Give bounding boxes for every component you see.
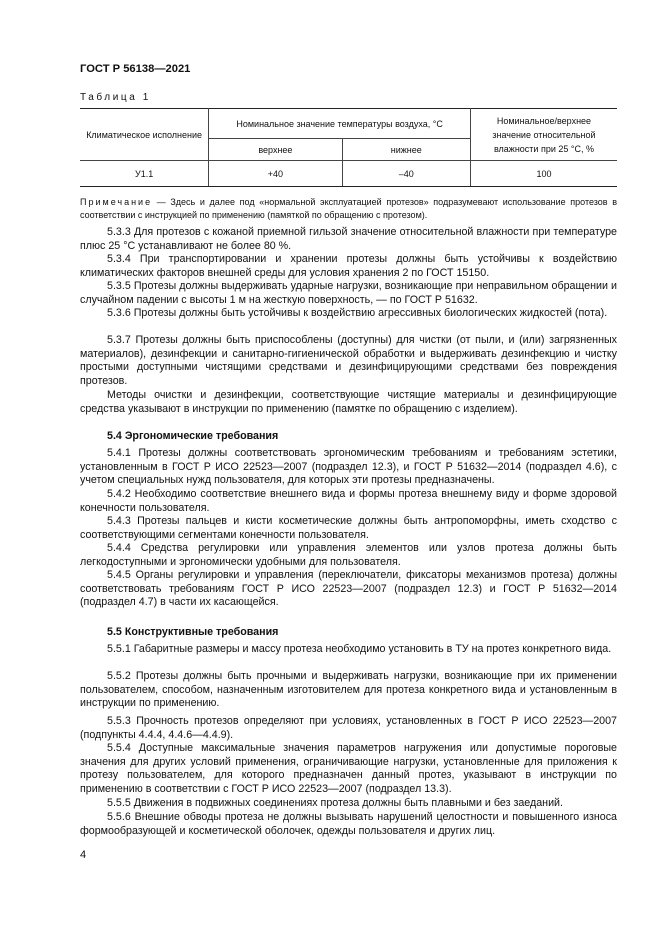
table-note (80, 196, 617, 221)
section-title-5-4: 5.4 Эргономические требования (107, 430, 279, 442)
cell-humidity: 100 (470, 161, 617, 187)
paragraph-5-5-5: 5.5.5 Движения в подвижных соединениях протеза должны быть плавными и без заеданий. (107, 797, 563, 809)
document-header: ГОСТ Р 56138—2021 (80, 63, 191, 75)
paragraph-5-4-2: 5.4.2 Необходимо соответствие внешнего вида и формы протеза внешнему виду и форме здоровой конечности пользователя. (80, 488, 617, 514)
paragraph-5-3-6: 5.3.6 Протезы должны быть устойчивы к воздействию агрессивных биологических жидкостей (пота). (107, 307, 608, 319)
col-climate-header: Климатическое исполнение (80, 109, 209, 161)
climate-table (80, 108, 617, 187)
col-temp-upper-header: верхнее (209, 139, 342, 161)
page-number: 4 (80, 849, 87, 861)
paragraph-5-5-1: 5.5.1 Габаритные размеры и массу протеза необходимо установить в ТУ на протез конкретного вида. (107, 643, 612, 655)
cell-temp-upper: +40 (209, 161, 342, 187)
paragraph-5-5-3: 5.5.3 Прочность протезов определяют при условиях, установленных в ГОСТ Р ИСО 22523—2007 (подпункты 4.4.4, 4.4.6—4.4.9). (80, 715, 617, 741)
table-caption: Таблица 1 (80, 92, 151, 103)
paragraph-5-4-3: 5.4.3 Протезы пальцев и кисти косметические должны быть антропоморфны, иметь сходство с соответствующими сегментами конечности пользователя. (80, 515, 617, 541)
section-title-5-5: 5.5 Конструктивные требования (107, 626, 279, 638)
col-temp-lower-header: нижнее (342, 139, 470, 161)
col-temperature-header: Номинальное значение температуры воздуха, °С (209, 109, 471, 139)
paragraph-5-3-3: 5.3.3 Для протезов с кожаной приемной гильзой значение относительной влажности при температуре плюс 25 °С устанавливают не более 80 %. (80, 226, 617, 252)
paragraph-5-5-4: 5.5.4 Доступные максимальные значения параметров нагружения или допустимые пороговые значения для других условий применения, ограничивающие нагрузки, установленные для приложения к протезу пользователем, для которого предназначен данный протез, указывают в инструкции по применению в соответствии с ГОСТ Р ИСО 22523—2007 (подраздел 13.3). (80, 742, 617, 795)
paragraph-5-3-5: 5.3.5 Протезы должны выдерживать ударные нагрузки, возникающие при неправильном обращении и случайном падении с высоты 1 м на жесткую поверхность, — по ГОСТ Р 51632. (80, 280, 617, 306)
paragraph-5-4-4: 5.4.4 Средства регулировки или управления элементов или узлов протеза должны быть легкодоступными и эргономически удобными для пользователя. (80, 542, 617, 568)
cell-temp-lower: –40 (342, 161, 470, 187)
paragraph-5-5-6: 5.5.6 Внешние обводы протеза не должны вызывать нарушений целостности и повышенного износа формообразующей и косметической оболочек, одежды пользователя и других лиц. (80, 811, 617, 837)
col-humidity-header: Номинальное/верхнее значение относительной влажности при 25 °С, % (470, 109, 617, 161)
paragraph-5-4-1: 5.4.1 Протезы должны соответствовать эргономическим требованиям и требованиям эстетики, установленным в ГОСТ Р ИСО 22523—2007 (подраздел 12.3), и ГОСТ Р 51632—2014 (подраздел 4.6), с учетом специальных нужд пользователя, для которых эти протезы предназначены. (80, 447, 617, 486)
paragraph-5-4-5: 5.4.5 Органы регулировки и управления (переключатели, фиксаторы механизмов протеза) должны соответствовать требованиям ГОСТ Р ИСО 22523—2007 (подраздел 12.3) и ГОСТ Р 51632—2014 (подраздел 4.7) в части их касающейся. (80, 569, 617, 608)
paragraph-cleaning-methods: Методы очистки и дезинфекции, соответствующие чистящие материалы и дезинфицирующие средства указывают в инструкции по применению (памятке по обращению с изделием). (80, 389, 617, 415)
cell-climate: У1.1 (80, 161, 209, 187)
paragraph-5-3-4: 5.3.4 При транспортировании и хранении протезы должны быть устойчивы к воздействию климатических факторов внешней среды для условия хранения 2 по ГОСТ 15150. (80, 253, 617, 279)
table-row (80, 161, 617, 187)
paragraph-5-5-2: 5.5.2 Протезы должны быть прочными и выдерживать нагрузки, возникающие при их применении пользователем, способом, назначенным изготовителем для протеза конкретного вида и установленным в инструкции по применению. (80, 670, 617, 709)
note-label: Примечание (80, 197, 153, 207)
paragraph-5-3-7: 5.3.7 Протезы должны быть приспособлены (доступны) для чистки (от пыли, и (или) загрязненных материалов), дезинфекции и санитарно-гигиенической обработки и выдерживать дезинфекцию и чистку простыми доступными чистящими средствами и дезинфицирующими средствами без повреждения протезов. (80, 334, 617, 387)
note-text: — Здесь и далее под «нормальной эксплуатацией протезов» подразумевают использование протезов в соответствии с инструкцией по применению (памяткой по обращению с протезом). (80, 197, 617, 220)
